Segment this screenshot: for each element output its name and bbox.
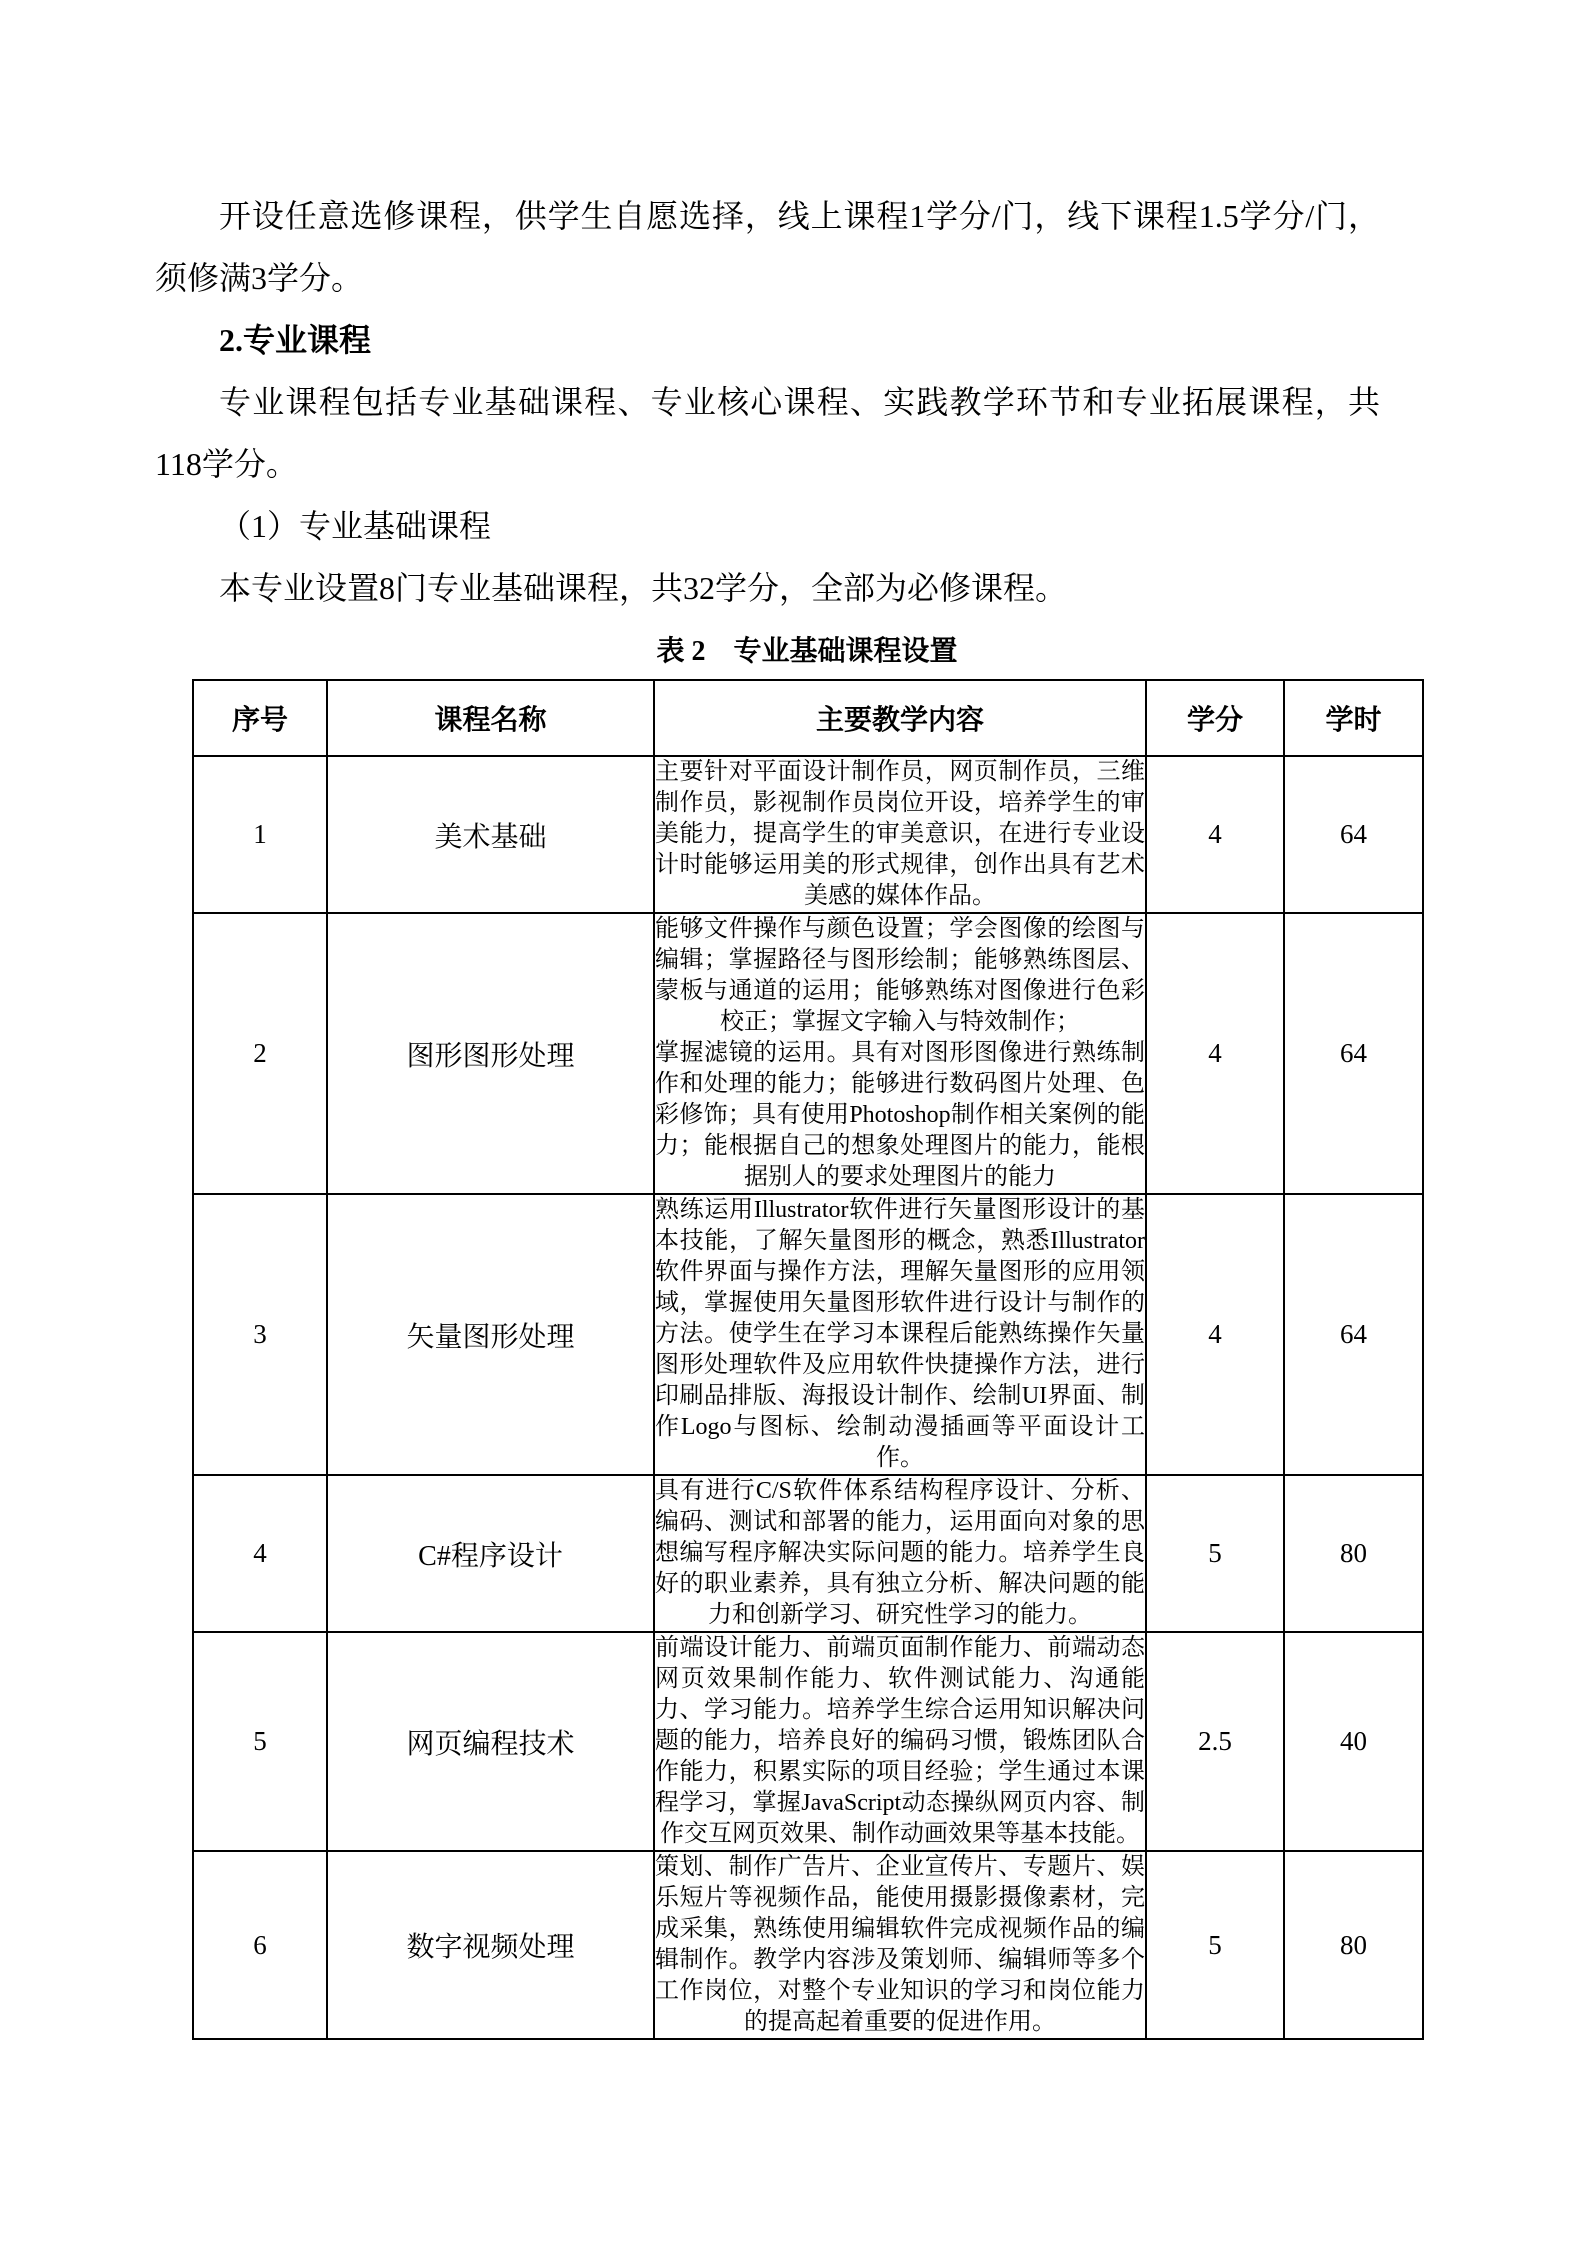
course-name: 矢量图形处理 xyxy=(327,1194,654,1475)
course-content xyxy=(654,1632,1146,1851)
paragraph-professional-courses-intro: 专业课程包括专业基础课程、专业核心课程、实践教学环节和专业拓展课程，共118学分。 xyxy=(155,384,1380,482)
course-name: 数字视频处理 xyxy=(327,1851,654,2039)
course-content-paragraph: 能够文件操作与颜色设置；学会图像的绘图与编辑；掌握路径与图形绘制；能够熟练图层、蒙板与通道的运用；能够熟练对图像进行色彩校正；掌握文字输入与特效制作； xyxy=(655,916,1145,1035)
basic-courses-table xyxy=(192,679,1424,2040)
course-content-paragraph: 策划、制作广告片、企业宣传片、专题片、娱乐短片等视频作品，能使用摄影摄像素材，完成采集，熟练使用编辑软件完成视频作品的编辑制作。教学内容涉及策划师、编辑师等多个工作岗位，对整个专业知识的学习和岗位能力的提高起着重要的促进作用。 xyxy=(655,1854,1145,2035)
course-credits: 5 xyxy=(1146,1851,1284,2039)
course-content xyxy=(654,1851,1146,2039)
table-caption: 表 2 专业基础课程设置 xyxy=(656,636,958,667)
heading-professional-courses: 2.专业课程 xyxy=(219,322,372,358)
header-cell-credits: 学分 xyxy=(1146,680,1284,756)
course-hours: 80 xyxy=(1284,1851,1423,2039)
header-cell-course-name: 课程名称 xyxy=(327,680,654,756)
course-number: 1 xyxy=(193,756,327,913)
paragraph-electives: 开设任意选修课程，供学生自愿选择，线上课程1学分/门，线下课程1.5学分/门，须修满3学分。 xyxy=(155,198,1380,296)
course-number: 6 xyxy=(193,1851,327,2039)
course-name: 网页编程技术 xyxy=(327,1632,654,1851)
course-content-paragraph: 熟练运用Illustrator软件进行矢量图形设计的基本技能，了解矢量图形的概念，熟悉Illustrator软件界面与操作方法，理解矢量图形的应用领域，掌握使用矢量图形软件进行设计与制作的方法。使学生在学习本课程后能熟练操作矢量图形处理软件及应用软件快捷操作方法，进行印刷品排版、海报设计制作、绘制UI界面、制作Logo与图标、绘制动漫插画等平面设计工作。 xyxy=(655,1197,1145,1471)
paragraph-basic-courses-intro: 本专业设置8门专业基础课程，共32学分，全部为必修课程。 xyxy=(219,570,1068,606)
course-hours: 80 xyxy=(1284,1475,1423,1632)
course-content-paragraph: 掌握滤镜的运用。具有对图形图像进行熟练制作和处理的能力；能够进行数码图片处理、色彩修饰；具有使用Photoshop制作相关案例的能力；能根据自己的想象处理图片的能力，能根据别人的要求处理图片的能力 xyxy=(655,1040,1145,1190)
course-hours: 64 xyxy=(1284,913,1423,1194)
header-cell-number: 序号 xyxy=(193,680,327,756)
course-credits: 2.5 xyxy=(1146,1632,1284,1851)
header-cell-main-content: 主要教学内容 xyxy=(654,680,1146,756)
course-name: C#程序设计 xyxy=(327,1475,654,1632)
course-hours: 64 xyxy=(1284,1194,1423,1475)
course-number: 3 xyxy=(193,1194,327,1475)
course-content xyxy=(654,1475,1146,1632)
course-content xyxy=(654,1194,1146,1475)
course-number: 4 xyxy=(193,1475,327,1632)
course-credits: 5 xyxy=(1146,1475,1284,1632)
table-header-row xyxy=(193,680,1423,756)
course-credits: 4 xyxy=(1146,913,1284,1194)
course-name: 图形图形处理 xyxy=(327,913,654,1194)
table-row xyxy=(193,913,1423,1194)
table-row xyxy=(193,756,1423,913)
table-row xyxy=(193,1194,1423,1475)
course-content-paragraph: 前端设计能力、前端页面制作能力、前端动态网页效果制作能力、软件测试能力、沟通能力、学习能力。培养学生综合运用知识解决问题的能力，培养良好的编码习惯，锻炼团队合作能力，积累实际的项目经验；学生通过本课程学习，掌握JavaScript动态操纵网页内容、制作交互网页效果、制作动画效果等基本技能。 xyxy=(655,1635,1145,1847)
course-number: 5 xyxy=(193,1632,327,1851)
heading-basic-courses: （1）专业基础课程 xyxy=(219,508,492,544)
header-cell-hours: 学时 xyxy=(1284,680,1423,756)
course-content-paragraph: 主要针对平面设计制作员，网页制作员，三维制作员，影视制作员岗位开设，培养学生的审美能力，提高学生的审美意识，在进行专业设计时能够运用美的形式规律，创作出具有艺术美感的媒体作品。 xyxy=(655,759,1145,909)
table-row xyxy=(193,1475,1423,1632)
course-name: 美术基础 xyxy=(327,756,654,913)
course-content-paragraph: 具有进行C/S软件体系结构程序设计、分析、编码、测试和部署的能力，运用面向对象的思想编写程序解决实际问题的能力。培养学生良好的职业素养，具有独立分析、解决问题的能力和创新学习、研究性学习的能力。 xyxy=(655,1478,1145,1628)
course-content xyxy=(654,913,1146,1194)
course-credits: 4 xyxy=(1146,1194,1284,1475)
course-hours: 64 xyxy=(1284,756,1423,913)
table-row xyxy=(193,1851,1423,2039)
course-number: 2 xyxy=(193,913,327,1194)
table-row xyxy=(193,1632,1423,1851)
course-credits: 4 xyxy=(1146,756,1284,913)
course-content xyxy=(654,756,1146,913)
course-hours: 40 xyxy=(1284,1632,1423,1851)
